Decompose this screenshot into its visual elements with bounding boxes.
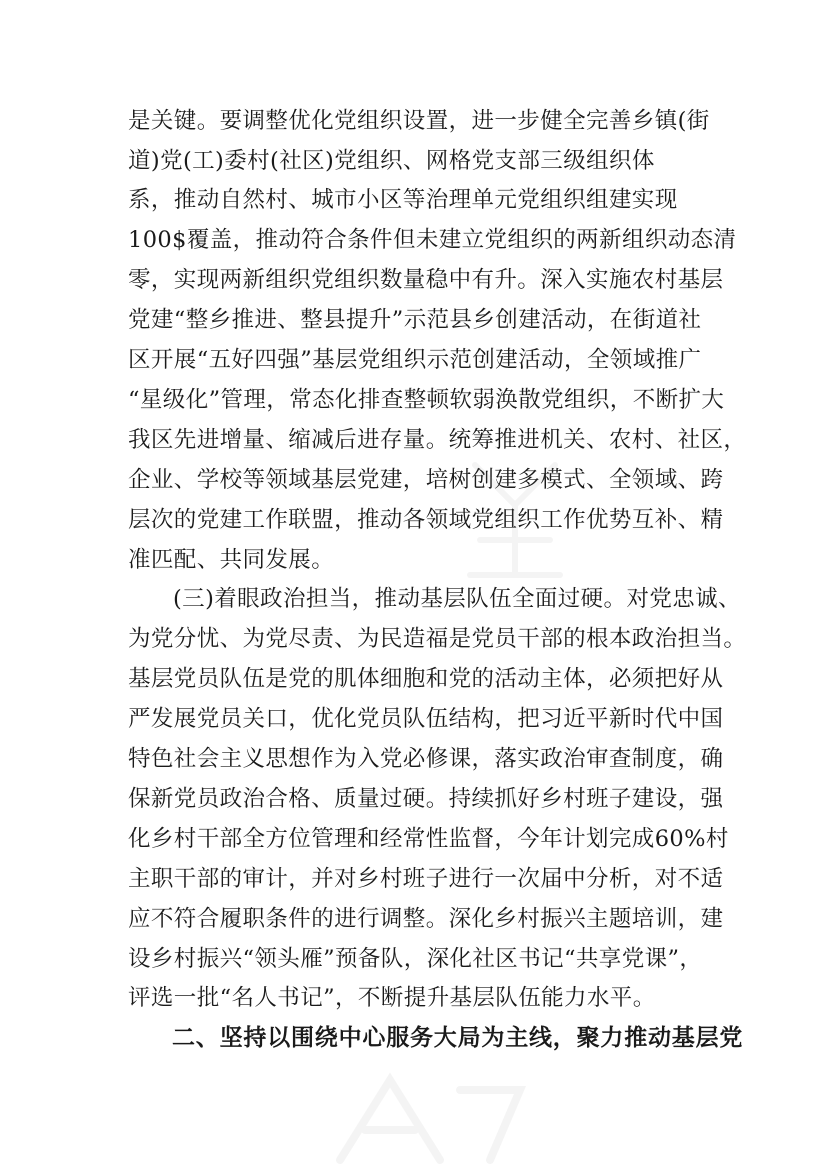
- paragraph-line: 区开展“五好四强”基层党组织示范创建活动，全领域推广: [128, 347, 702, 373]
- paragraph-line: 评选一批“名人书记”，不断提升基层队伍能力水平。: [128, 985, 656, 1011]
- paragraph-line: 准匹配、共同发展。: [128, 547, 335, 573]
- paragraph-line: 主职干部的审计，并对乡村班子进行一次届中分析，对不适: [128, 866, 724, 892]
- paragraph-line: 100$覆盖，推动符合条件但未建立党组织的两新组织动态清: [128, 227, 737, 253]
- paragraph-line: 特色社会主义思想作为入党必修课，落实政治审查制度，确: [128, 746, 724, 772]
- section-heading: 二、坚持以围绕中心服务大局为主线，聚力推动基层党: [172, 1025, 744, 1051]
- paragraph-line: 是关键。要调整优化党组织设置，进一步健全完善乡镇(街: [128, 108, 710, 134]
- paragraph-line: 设乡村振兴“领头雁”预备队，深化社区书记“共享党课”，: [128, 946, 703, 972]
- paragraph-line: 企业、学校等领域基层党建，培树创建多模式、全领域、跨: [128, 467, 724, 493]
- watermark-icon: [300, 1060, 560, 1175]
- paragraph-line: 零，实现两新组织党组织数量稳中有升。深入实施农村基层: [128, 267, 724, 293]
- paragraph-line: 基层党员队伍是党的肌体细胞和党的活动主体，必须把好从: [128, 666, 724, 692]
- paragraph-line: 系，推动自然村、城市小区等治理单元党组织组建实现: [128, 187, 678, 213]
- paragraph-line: 化乡村干部全方位管理和经常性监督，今年计划完成60%村: [128, 826, 729, 852]
- paragraph-line: 层次的党建工作联盟，推动各领域党组织工作优势互补、精: [128, 507, 724, 533]
- paragraph-line: 保新党员政治合格、质量过硬。持续抓好乡村班子建设，强: [128, 786, 724, 812]
- paragraph-line: 我区先进增量、缩减后进存量。统筹推进机关、农村、社区，: [128, 427, 747, 453]
- paragraph-line: 党建“整乡推进、整县提升”示范县乡创建活动，在街道社: [128, 307, 702, 333]
- paragraph-line: 严发展党员关口，优化党员队伍结构，把习近平新时代中国: [128, 706, 724, 732]
- paragraph-line: 应不符合履职条件的进行调整。深化乡村振兴主题培训，建: [128, 906, 724, 932]
- paragraph-line: 道)党(工)委村(社区)党组织、网格党支部三级组织体: [128, 148, 655, 174]
- paragraph-line: 为党分忧、为党尽责、为民造福是党员干部的根本政治担当。: [128, 626, 747, 652]
- section-lead-line: (三)着眼政治担当，推动基层队伍全面过硬。对党忠诚、: [173, 586, 741, 612]
- paragraph-line: “星级化”管理，常态化排查整顿软弱涣散党组织，不断扩大: [128, 387, 725, 413]
